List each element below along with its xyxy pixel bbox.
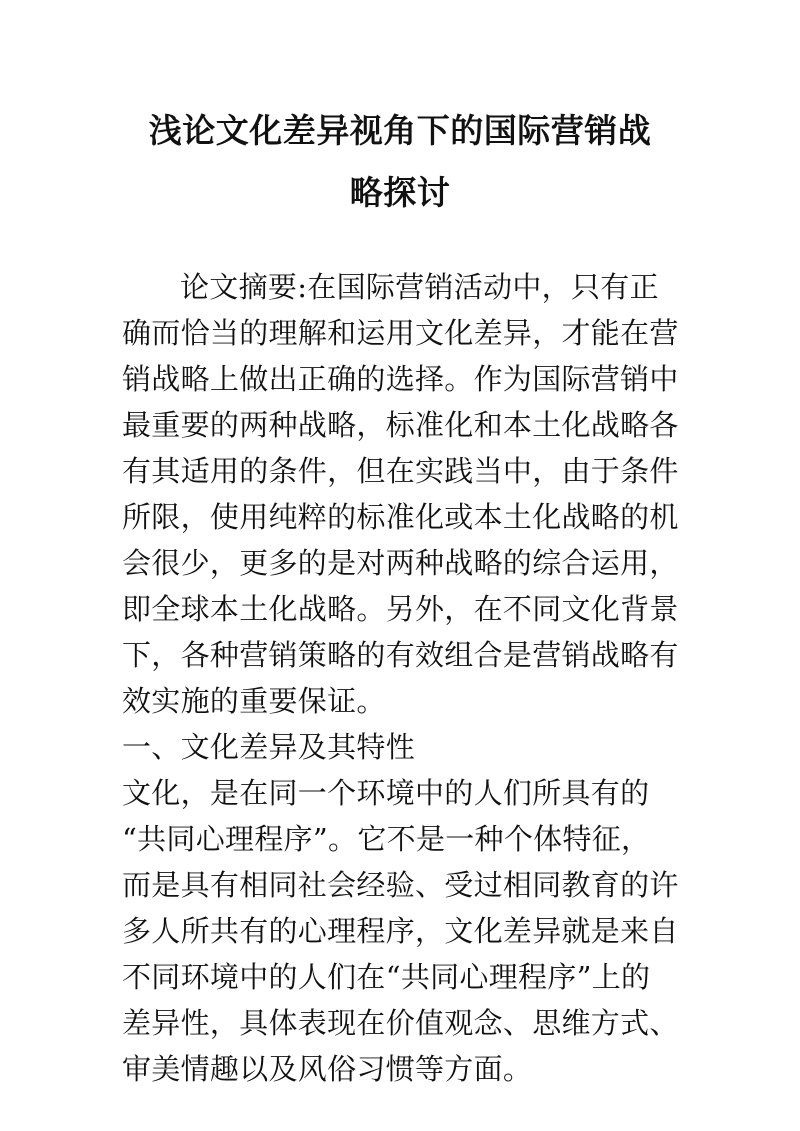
abstract-line: 最重要的两种战略，标准化和本土化战略各 [122, 408, 679, 442]
paragraph-line: 不同环境中的人们在“共同心理程序”上的 [122, 960, 651, 994]
section-heading: 一、文化差异及其特性 [122, 730, 416, 764]
paragraph-line: 差异性，具体表现在价值观念、思维方式、 [122, 1006, 679, 1040]
paragraph-line: “共同心理程序”。它不是一种个体特征， [122, 822, 651, 856]
abstract-line: 有其适用的条件，但在实践当中，由于条件 [122, 454, 679, 488]
title-line-1: 浅论文化差异视角下的国际营销战 [148, 111, 652, 150]
abstract-line: 下，各种营销策略的有效组合是营销战略有 [122, 638, 679, 672]
paragraph-line: 文化，是在同一个环境中的人们所具有的 [122, 776, 650, 810]
abstract-line: 论文摘要:在国际营销活动中，只有正 [180, 270, 659, 304]
paragraph-line: 多人所共有的心理程序，文化差异就是来自 [122, 914, 679, 948]
abstract-line: 会很少，更多的是对两种战略的综合运用， [122, 546, 679, 580]
paragraph-line: 审美情趣以及风俗习惯等方面。 [122, 1052, 533, 1086]
abstract-line: 即全球本土化战略。另外，在不同文化背景 [122, 592, 679, 626]
abstract-line: 所限，使用纯粹的标准化或本土化战略的机 [122, 500, 679, 534]
title-line-2: 略探讨 [349, 173, 451, 212]
abstract-line: 效实施的重要保证。 [122, 684, 386, 718]
document-body [122, 264, 702, 1092]
abstract-line: 销战略上做出正确的选择。作为国际营销中 [122, 362, 679, 396]
paragraph-line: 而是具有相同社会经验、受过相同教育的许 [122, 868, 679, 902]
abstract-line: 确而恰当的理解和运用文化差异，才能在营 [122, 316, 679, 350]
